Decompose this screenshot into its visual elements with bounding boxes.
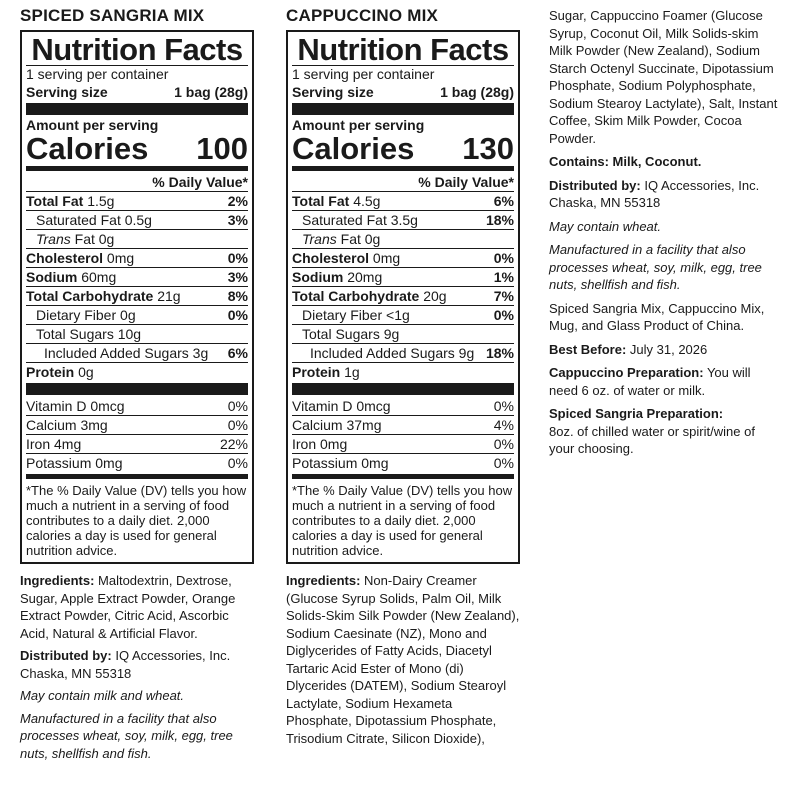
allergen-warning: May contain wheat. (549, 218, 662, 234)
product-details (286, 572, 520, 747)
vitamin-row: Iron 0mg 0% (292, 436, 514, 452)
ingredients-text: Ingredients: Maltodextrin, Dextrose, Sugar, Apple Extract Powder, Orange Extract Powder, Citric Acid, Ascorbic Acid, Natural & Artificial Flavor. (20, 573, 236, 641)
ingredients-text: Ingredients: Non-Dairy Creamer (Glucose Syrup Solids, Palm Oil, Milk Solids-Skim Silk Powder (New Zealand), Sodium Caesinate (NZ), Mono and Diglycerides of Fatty Acids, Diacetyl Tartaric Acid Ester of Mono (di) Dlycerides (DATEM), Sodium Stearoyl Lactylate, Sodium Hexameta Phosphate, Dipotassium Phosphate, Trisodium Citrate, Silicon Dioxide), (286, 573, 520, 746)
vitamin-row: Iron 4mg 22% (26, 436, 248, 452)
ingredients-continued: Sugar, Cappuccino Foamer (Glucose Syrup, Coconut Oil, Milk Solids-skim Milk Powder (New Zealand), Sodium Starch Octenyl Succinate, Dipotassium Phosphate, Sodium Polyphosphate, Sodium Stearoy Lactylate), Salt, Instant Coffee, Skim Milk Powder, Cocoa Powder. (549, 8, 778, 146)
vitamin-row: Vitamin D 0mcg 0% (26, 398, 248, 414)
nutrient-row: Total Fat 4.5g 6% (292, 193, 514, 209)
nutrition-facts-panel (20, 30, 254, 564)
distributor-text: Distributed by: IQ Accessories, Inc. Chaska, MN 55318 (549, 177, 760, 210)
vitamin-row: Calcium 3mg 0% (26, 417, 248, 433)
distributor-text: Distributed by: IQ Accessories, Inc. Chaska, MN 55318 (20, 648, 231, 681)
vitamin-row: Vitamin D 0mcg 0% (292, 398, 514, 414)
vitamin-row: Potassium 0mg 0% (26, 455, 248, 471)
cappuccino-column (286, 6, 520, 752)
calories-row: Calories 130 (292, 131, 514, 166)
details-column (549, 7, 781, 464)
nutrient-row: Included Added Sugars 3g 6% (44, 345, 248, 361)
product-heading: SPICED SANGRIA MIX (20, 6, 205, 25)
vitamin-row: Potassium 0mg 0% (292, 455, 514, 471)
contains-allergens: Contains: Milk, Coconut. (549, 154, 702, 169)
nutrient-row: Total Sugars 9g (302, 326, 400, 342)
nutrient-row: Protein 1g (292, 364, 360, 380)
amount-per-serving: Amount per serving (26, 117, 159, 133)
nutrient-row: Total Carbohydrate 20g 7% (292, 288, 514, 304)
best-before: Best Before: July 31, 2026 (549, 341, 708, 357)
nutrient-row: Saturated Fat 0.5g 3% (36, 212, 248, 228)
nutrient-row: Dietary Fiber <1g 0% (302, 307, 514, 323)
calories-row: Calories 100 (26, 131, 248, 166)
spiced-sangria-column (20, 6, 254, 767)
nutrition-facts-title: Nutrition Facts (297, 32, 509, 67)
nutrition-facts-title: Nutrition Facts (31, 32, 243, 67)
daily-value-footnote: *The % Daily Value (DV) tells you how much a nutrient in a serving of food contributes to a daily diet. 2,000 calories a day is used for general nutrition advice. (292, 483, 513, 558)
vitamin-row: Calcium 37mg 4% (292, 417, 514, 433)
daily-value-footnote: *The % Daily Value (DV) tells you how much a nutrient in a serving of food contributes to a daily diet. 2,000 calories a day is used for general nutrition advice. (26, 483, 247, 558)
product-heading: CAPPUCCINO MIX (286, 6, 439, 25)
daily-value-header: % Daily Value* (418, 174, 514, 190)
nutrient-row: Total Fat 1.5g 2% (26, 193, 248, 209)
country-of-origin: Spiced Sangria Mix, Cappuccino Mix, Mug, and Glass Product of China. (549, 300, 765, 333)
nutrient-row: Trans Fat 0g (36, 231, 115, 247)
nutrition-facts-panel (286, 30, 520, 564)
sangria-preparation: Spiced Sangria Preparation: 8oz. of chilled water or spirit/wine of your choosing. (549, 406, 755, 456)
cappuccino-preparation: Cappuccino Preparation: You will need 6 oz. of water or milk. (549, 365, 751, 398)
nutrient-row: Total Sugars 10g (36, 326, 142, 342)
daily-value-header: % Daily Value* (152, 174, 248, 190)
facility-warning: Manufactured in a facility that also processes wheat, soy, milk, egg, tree nuts, shellfish and fish. (549, 242, 762, 292)
nutrient-row: Protein 0g (26, 364, 94, 380)
serving-size-row: Serving size 1 bag (28g) (26, 84, 248, 100)
nutrient-row: Cholesterol 0mg 0% (26, 250, 248, 266)
nutrient-row: Cholesterol 0mg 0% (292, 250, 514, 266)
nutrient-row: Dietary Fiber 0g 0% (36, 307, 248, 323)
product-details (20, 572, 254, 762)
nutrient-row: Total Carbohydrate 21g 8% (26, 288, 248, 304)
facility-warning: Manufactured in a facility that also processes wheat, soy, milk, egg, tree nuts, shellfish and fish. (20, 710, 233, 761)
nutrient-row: Sodium 60mg 3% (26, 269, 248, 285)
serving-size-row: Serving size 1 bag (28g) (292, 84, 514, 100)
nutrient-row: Trans Fat 0g (302, 231, 381, 247)
servings-per-container: 1 serving per container (26, 66, 169, 82)
allergen-warning: May contain milk and wheat. (20, 688, 185, 703)
servings-per-container: 1 serving per container (292, 66, 435, 82)
nutrient-row: Sodium 20mg 1% (292, 269, 514, 285)
nutrient-row: Saturated Fat 3.5g 18% (302, 212, 514, 228)
nutrient-row: Included Added Sugars 9g 18% (310, 345, 514, 361)
amount-per-serving: Amount per serving (292, 117, 425, 133)
